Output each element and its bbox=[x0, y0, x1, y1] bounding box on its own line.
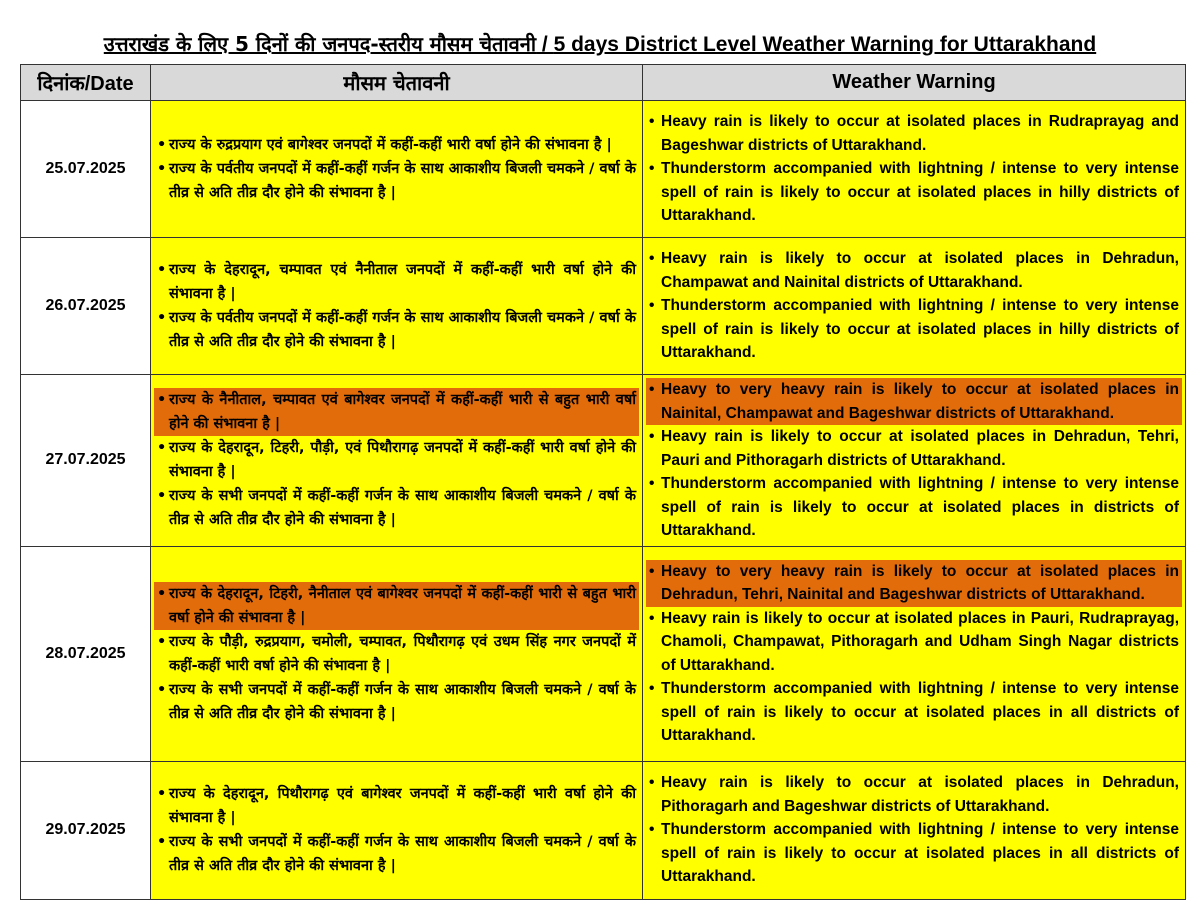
warning-item: • राज्य के रुद्रप्रयाग एवं बागेश्वर जनपदों में कहीं-कहीं भारी वर्षा होने की संभावना है | bbox=[157, 133, 636, 157]
table-row bbox=[21, 546, 1186, 761]
header-date: दिनांक/Date bbox=[21, 65, 151, 101]
weather-warning-table bbox=[20, 64, 1186, 900]
warning-item: • राज्य के पौड़ी, रुद्रप्रयाग, चमोली, चम्पावत, पिथौरागढ़ एवं उधम सिंह नगर जनपदों में कहीं-कहीं भारी वर्षा होने की संभावना है | bbox=[157, 630, 636, 678]
date-cell: 26.07.2025 bbox=[21, 238, 151, 375]
hindi-warning-cell bbox=[151, 761, 643, 899]
hindi-warning-cell bbox=[151, 375, 643, 547]
warning-item: • Thunderstorm accompanied with lightning / intense to very intense spell of rain is likely to occur at isolated places in districts of Uttarakhand. bbox=[649, 472, 1179, 543]
warning-item: • राज्य के देहरादून, चम्पावत एवं नैनीताल जनपदों में कहीं-कहीं भारी वर्षा होने की संभावना है | bbox=[157, 258, 636, 306]
date-cell: 29.07.2025 bbox=[21, 761, 151, 899]
header-hindi-warning: मौसम चेतावनी bbox=[151, 65, 643, 101]
english-warning-cell bbox=[643, 375, 1186, 547]
title-hindi: उत्तराखंड के लिए 5 दिनों की जनपद-स्तरीय मौसम चेतावनी bbox=[103, 32, 537, 56]
warning-item: • राज्य के देहरादून, पिथौरागढ़ एवं बागेश्वर जनपदों में कहीं-कहीं भारी वर्षा होने की संभावना है | bbox=[157, 782, 636, 830]
table-row bbox=[21, 761, 1186, 899]
severe-warning-item: • Heavy to very heavy rain is likely to occur at isolated places in Dehradun, Tehri, Nainital and Bageshwar districts of Uttarakhand. bbox=[646, 560, 1182, 607]
page-title bbox=[0, 30, 1200, 57]
english-warning-cell bbox=[643, 546, 1186, 761]
warning-item: • राज्य के पर्वतीय जनपदों में कहीं-कहीं गर्जन के साथ आकाशीय बिजली चमकने / वर्षा के तीव्र से अति तीव्र दौर होने की संभावना है | bbox=[157, 306, 636, 354]
warning-item: • राज्य के सभी जनपदों में कहीं-कहीं गर्जन के साथ आकाशीय बिजली चमकने / वर्षा के तीव्र से अति तीव्र दौर होने की संभावना है | bbox=[157, 830, 636, 878]
hindi-warning-cell bbox=[151, 546, 643, 761]
warning-item: • राज्य के देहरादून, टिहरी, पौड़ी, एवं पिथौरागढ़ जनपदों में कहीं-कहीं भारी वर्षा होने की संभावना है | bbox=[157, 436, 636, 484]
warning-item: • Thunderstorm accompanied with lightning / intense to very intense spell of rain is likely to occur at isolated places in hilly districts of Uttarakhand. bbox=[649, 157, 1179, 228]
warning-item: • Heavy rain is likely to occur at isolated places in Dehradun, Pithoragarh and Bageshwar districts of Uttarakhand. bbox=[649, 771, 1179, 818]
warning-item: • राज्य के सभी जनपदों में कहीं-कहीं गर्जन के साथ आकाशीय बिजली चमकने / वर्षा के तीव्र से अति तीव्र दौर होने की संभावना है | bbox=[157, 484, 636, 532]
hindi-warning-cell bbox=[151, 238, 643, 375]
title-english: 5 days District Level Weather Warning for Uttarakhand bbox=[553, 33, 1097, 56]
warning-item: • Heavy rain is likely to occur at isolated places in Dehradun, Champawat and Nainital districts of Uttarakhand. bbox=[649, 247, 1179, 294]
severe-warning-item: • राज्य के नैनीताल, चम्पावत एवं बागेश्वर जनपदों में कहीं-कहीं भारी से बहुत भारी वर्षा होने की संभावना है | bbox=[154, 388, 639, 436]
date-cell: 27.07.2025 bbox=[21, 375, 151, 547]
date-cell: 28.07.2025 bbox=[21, 546, 151, 761]
date-cell: 25.07.2025 bbox=[21, 101, 151, 238]
table-row bbox=[21, 375, 1186, 547]
warning-item: • राज्य के पर्वतीय जनपदों में कहीं-कहीं गर्जन के साथ आकाशीय बिजली चमकने / वर्षा के तीव्र से अति तीव्र दौर होने की संभावना है | bbox=[157, 157, 636, 205]
warning-item: • Thunderstorm accompanied with lightning / intense to very intense spell of rain is likely to occur at isolated places in all districts of Uttarakhand. bbox=[649, 818, 1179, 889]
warning-item: • Heavy rain is likely to occur at isolated places in Dehradun, Tehri, Pauri and Pithoragarh districts of Uttarakhand. bbox=[649, 425, 1179, 472]
warning-item: • Thunderstorm accompanied with lightning / intense to very intense spell of rain is likely to occur at isolated places in hilly districts of Uttarakhand. bbox=[649, 294, 1179, 365]
warning-item: • राज्य के सभी जनपदों में कहीं-कहीं गर्जन के साथ आकाशीय बिजली चमकने / वर्षा के तीव्र से अति तीव्र दौर होने की संभावना है | bbox=[157, 678, 636, 726]
warning-item: • Thunderstorm accompanied with lightning / intense to very intense spell of rain is likely to occur at isolated places in all districts of Uttarakhand. bbox=[649, 677, 1179, 748]
header-english-warning: Weather Warning bbox=[643, 65, 1186, 101]
english-warning-cell bbox=[643, 101, 1186, 238]
table-row bbox=[21, 101, 1186, 238]
table-row bbox=[21, 238, 1186, 375]
warning-item: • Heavy rain is likely to occur at isolated places in Pauri, Rudraprayag, Chamoli, Champawat, Pithoragarh and Udham Singh Nagar districts of Uttarakhand. bbox=[649, 607, 1179, 678]
severe-warning-item: • Heavy to very heavy rain is likely to occur at isolated places in Nainital, Champawat and Bageshwar districts of Uttarakhand. bbox=[646, 378, 1182, 425]
warning-item: • Heavy rain is likely to occur at isolated places in Rudraprayag and Bageshwar districts of Uttarakhand. bbox=[649, 110, 1179, 157]
table-header-row bbox=[21, 65, 1186, 101]
hindi-warning-cell bbox=[151, 101, 643, 238]
english-warning-cell bbox=[643, 238, 1186, 375]
severe-warning-item: • राज्य के देहरादून, टिहरी, नैनीताल एवं बागेश्वर जनपदों में कहीं-कहीं भारी से बहुत भारी वर्षा होने की संभावना है | bbox=[154, 582, 639, 630]
title-separator: / bbox=[536, 33, 554, 56]
english-warning-cell bbox=[643, 761, 1186, 899]
